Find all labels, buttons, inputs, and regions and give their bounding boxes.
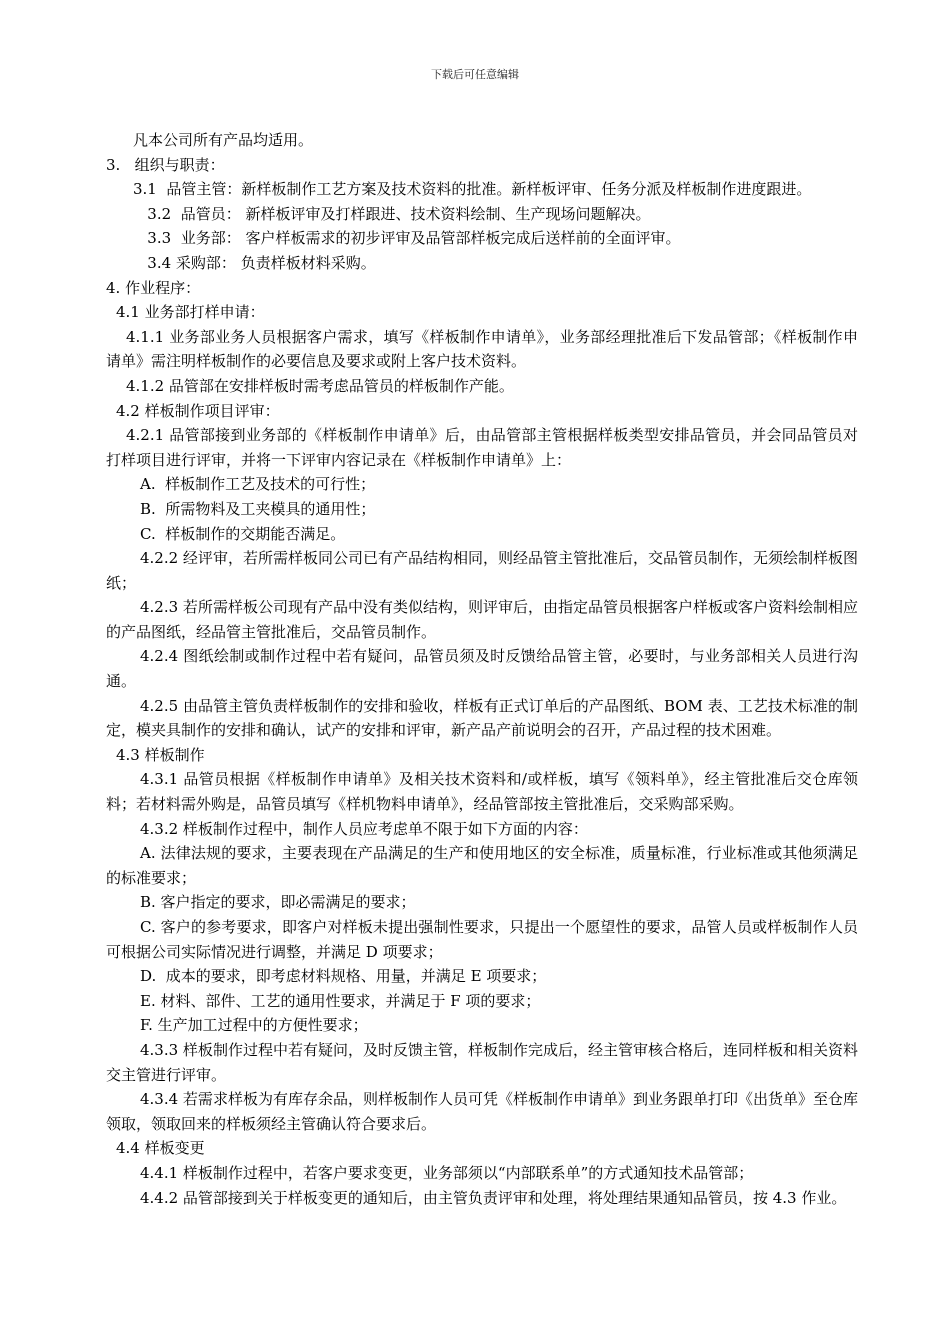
- paragraph-lb: B. 所需物料及工夹模具的通用性；: [140, 499, 376, 518]
- page-header: 下载后可任意编辑: [431, 68, 519, 81]
- paragraph-p433: 4.3.3 样板制作过程中若有疑问，及时反馈主管，样板制作完成后，经主管审核合格后，连同样板和相关资料交主管进行评审。: [106, 1040, 858, 1084]
- paragraph-r33: 3.3 业务部： 客户样板需求的初步评审及品管部样板完成后送样前的全面评审。: [133, 229, 681, 248]
- paragraph-p432b: B. 客户指定的要求，即必需满足的要求；: [140, 893, 416, 912]
- paragraph-p441: 4.4.1 样板制作过程中，若客户要求变更，业务部须以“内部联系单”的方式通知技术品管部；: [140, 1163, 754, 1182]
- paragraph-p411: 4.1.1 业务部业务人员根据客户需求，填写《样板制作申请单》，业务部经理批准后下发品管部；《样板制作申请单》需注明样板制作的必要信息及要求或附上客户技术资料。: [106, 327, 858, 371]
- paragraph-p432e: E. 材料、部件、工艺的通用性要求，并满足于 F 项的要求；: [140, 991, 541, 1010]
- paragraph-s44: 4.4 样板变更: [116, 1139, 205, 1158]
- paragraph-sec3: 3. 组织与职责：: [106, 155, 225, 174]
- paragraph-p432d: D. 成本的要求，即考虑材料规格、用量，并满足 E 项要求；: [140, 967, 547, 986]
- paragraph-s41: 4.1 业务部打样申请：: [116, 303, 265, 322]
- paragraph-p432f: F. 生产加工过程中的方便性要求；: [140, 1016, 368, 1035]
- paragraph-lc: C. 样板制作的交期能否满足。: [140, 524, 346, 543]
- paragraph-p431: 4.3.1 品管员根据《样板制作申请单》及相关技术资料和/或样板，填写《领料单》，经主管批准后交仓库领料；若材料需外购是，品管员填写《样机物料申请单》，经品管部按主管批准后，交采购部采购。: [106, 770, 858, 814]
- paragraph-p425: 4.2.5 由品管主管负责样板制作的安排和验收，样板有正式订单后的产品图纸、BOM 表、工艺技术标准的制定，模夹具制作的安排和确认，试产的安排和评审，新产品产前说明会的召开，产品过程的技术困难。: [106, 696, 858, 740]
- paragraph-p432c: C. 客户的参考要求，即客户对样板未提出强制性要求，只提出一个愿望性的要求，品管人员或样板制作人员可根据公司实际情况进行调整，并满足 D 项要求；: [106, 918, 858, 961]
- paragraph-r31: 3.1 品管主管：新样板制作工艺方案及技术资料的批准。新样板评审、任务分派及样板制作进度跟进。: [133, 180, 812, 199]
- paragraph-r34: 3.4 采购部： 负责样板材料采购。: [133, 253, 376, 272]
- paragraph-p434: 4.3.4 若需求样板为有库存余品，则样板制作人员可凭《样板制作申请单》到业务跟单打印《出货单》至仓库领取，领取回来的样板须经主管确认符合要求后。: [106, 1090, 858, 1133]
- document-body: [106, 128, 858, 1210]
- paragraph-p432: 4.3.2 样板制作过程中，制作人员应考虑单不限于如下方面的内容：: [140, 819, 588, 838]
- paragraph-s42: 4.2 样板制作项目评审：: [116, 401, 280, 420]
- paragraph-p421: 4.2.1 品管部接到业务部的《样板制作申请单》后，由品管部主管根据样板类型安排品管员，并会同品管员对打样项目进行评审，并将一下评审内容记录在《样板制作申请单》上：: [106, 426, 858, 469]
- paragraph-r32: 3.2 品管员： 新样板评审及打样跟进、技术资料绘制、生产现场问题解决。: [133, 204, 651, 223]
- paragraph-p442: 4.4.2 品管部接到关于样板变更的通知后，由主管负责评审和处理，将处理结果通知品管员，按 4.3 作业。: [140, 1188, 847, 1207]
- paragraph-p412: 4.1.2 品管部在安排样板时需考虑品管员的样板制作产能。: [126, 376, 514, 395]
- paragraph-p424: 4.2.4 图纸绘制或制作过程中若有疑问，品管员须及时反馈给品管主管，必要时，与业务部相关人员进行沟通。: [106, 647, 858, 691]
- paragraph-la: A. 样板制作工艺及技术的可行性；: [140, 475, 376, 494]
- paragraph-p432a: A. 法律法规的要求，主要表现在产品满足的生产和使用地区的安全标准，质量标准，行业标准或其他须满足的标准要求；: [106, 844, 858, 887]
- paragraph-scope: 凡本公司所有产品均适用。: [133, 131, 314, 149]
- paragraph-s43: 4.3 样板制作: [116, 745, 205, 764]
- paragraph-p423: 4.2.3 若所需样板公司现有产品中没有类似结构，则评审后，由指定品管员根据客户样板或客户资料绘制相应的产品图纸，经品管主管批准后，交品管员制作。: [106, 598, 858, 641]
- paragraph-p422: 4.2.2 经评审，若所需样板同公司已有产品结构相同，则经品管主管批准后，交品管员制作，无须绘制样板图纸；: [106, 549, 858, 592]
- paragraph-sec4: 4. 作业程序：: [106, 278, 201, 297]
